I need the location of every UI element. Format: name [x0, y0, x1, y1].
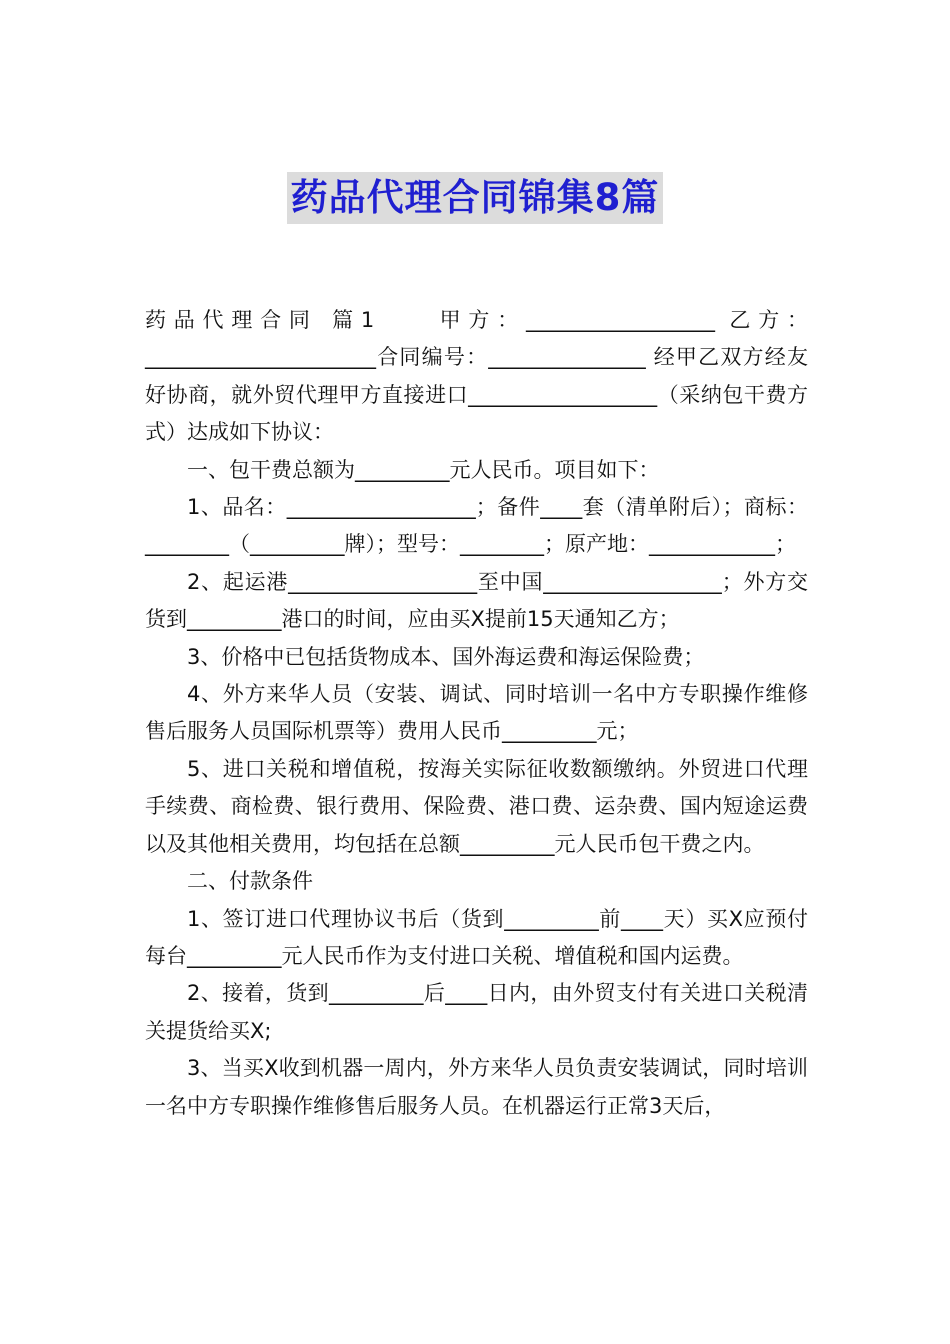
- paragraph-section-2: 二、付款条件: [187, 869, 313, 894]
- document-title: 药品代理合同锦集8篇: [287, 172, 664, 224]
- paragraph-item-2-2: 2、接着，货到_________后____日内，由外贸支付有关进口关税清关提货给买X;: [145, 981, 808, 1043]
- paragraph-item-1-3: 3、价格中已包括货物成本、国外海运费和海运保险费；: [187, 644, 705, 669]
- paragraph-item-1-2: 2、起运港__________________至中国_________________；外方交货到_________港口的时间，应由买X提前15天通知乙方；: [145, 569, 808, 632]
- document-title-block: [0, 172, 950, 224]
- paragraph-intro: 药品代理合同 篇1 甲方：__________________ 乙方：______________________合同编号：_______________ 经甲乙双方经友好协商，就外贸代理甲方直接进口__________________（采纳包干费方式）达成如下协议：: [145, 308, 808, 445]
- paragraph-item-2-3: 3、当买X收到机器一周内，外方来华人员负责安装调试，同时培训一名中方专职操作维修售后服务人员。在机器运行正常3天后，: [145, 1056, 808, 1118]
- paragraph-section-1: 一、包干费总额为_________元人民币。项目如下：: [187, 457, 660, 482]
- paragraph-item-1-5: 5、进口关税和增值税，按海关实际征收数额缴纳。外贸进口代理手续费、商检费、银行费用、保险费、港口费、运杂费、国内短途运费以及其他相关费用，均包括在总额_________元人民币包干费之内。: [145, 756, 808, 856]
- paragraph-item-2-1: 1、签订进口代理协议书后（货到_________前____天）买X应预付每台_________元人民币作为支付进口关税、增值税和国内运费。: [145, 906, 808, 968]
- paragraph-item-1-4: 4、外方来华人员（安装、调试、同时培训一名中方专职操作维修售后服务人员国际机票等）费用人民币_________元；: [145, 682, 808, 744]
- document-body: [145, 302, 808, 1125]
- paragraph-item-1-1: 1、品名：__________________；备件____套（清单附后）；商标：________（_________牌）；型号：________；原产地：____________；: [145, 495, 808, 557]
